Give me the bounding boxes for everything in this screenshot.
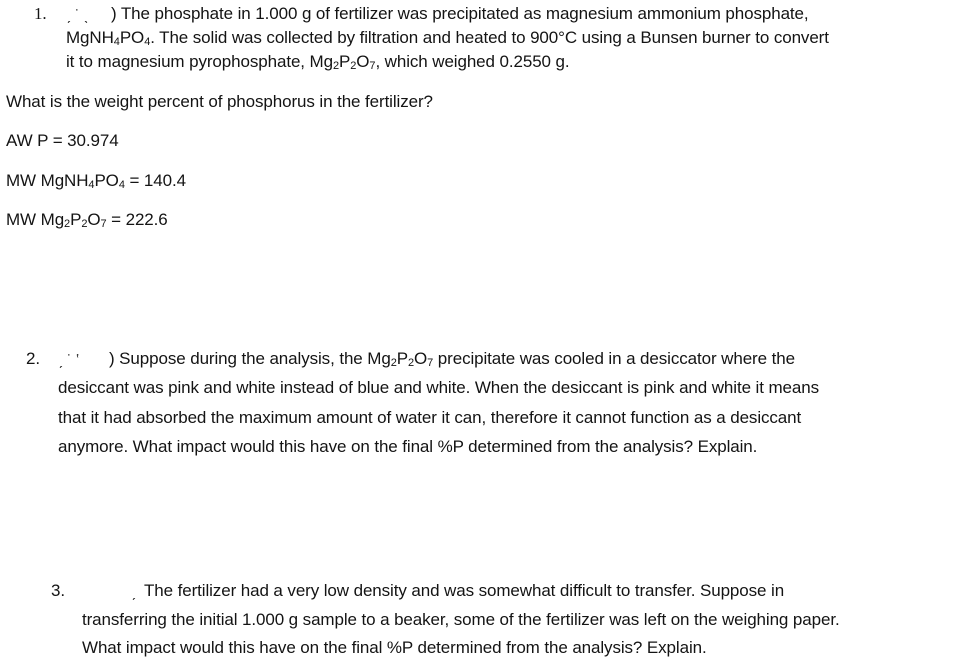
question-1-number: 1. <box>34 4 47 23</box>
question-2-line-4: anymore. What impact would this have on the final %P determined from the analysis? Explain. <box>58 437 758 456</box>
question-2-line-2: desiccant was pink and white instead of blue and white. When the desiccant is pink and white it means <box>58 378 820 397</box>
question-2-marks: ˏ ˙ ʽ <box>58 352 80 369</box>
molecular-weight-mgnh4po4: MW $MgNH_4PO_4 = 140.4$ <box>6 171 186 191</box>
question-2-line-3: that it had absorbed the maximum amount of water it can, therefore it cannot function as a desiccant <box>58 408 802 427</box>
question-3-marks: ˏ <box>131 584 136 601</box>
question-3-line-3: What impact would this have on the final %P determined from the analysis? Explain. <box>82 638 707 657</box>
question-3-line-2: transferring the initial 1.000 g sample to a beaker, some of the fertilizer was left on the weighing paper. <box>82 610 840 629</box>
question-1-prompt: What is the weight percent of phosphorus in the fertilizer? <box>6 92 433 111</box>
question-3-number: 3. <box>51 581 65 600</box>
question-1-marks: ˏ ˙ ˎ <box>66 7 89 24</box>
atomic-weight-p: AW P = 30.974 <box>6 131 119 150</box>
molecular-weight-mg2p2o7: MW $Mg_2P_2O_7 = 222.6$ <box>6 210 168 230</box>
question-1-line-3: it to magnesium pyrophosphate, $Mg_2P_2O_7$, which weighed 0.2550 g. <box>66 52 570 72</box>
question-3-line-1: The fertilizer had a very low density and was somewhat difficult to transfer. Suppose in <box>144 581 785 600</box>
question-1-line-2: $MgNH_4PO_4$. The solid was collected by filtration and heated to 900°C using a Bunsen burner to convert <box>66 28 829 48</box>
question-2-number: 2. <box>26 349 40 368</box>
question-1-line-1: ) The phosphate in 1.000 g of fertilizer was precipitated as magnesium ammonium phosphate, <box>111 4 809 23</box>
question-2-line-1: ) Suppose during the analysis, the $Mg_2P_2O_7$ precipitate was cooled in a desiccator where the <box>109 349 795 369</box>
